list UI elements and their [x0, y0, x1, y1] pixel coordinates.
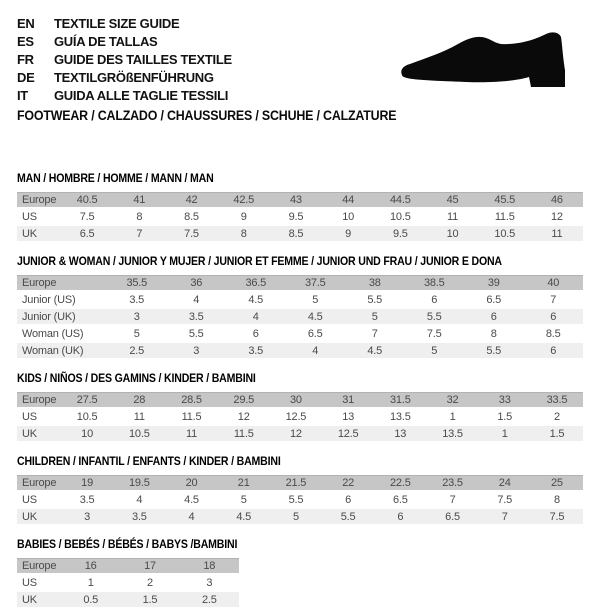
size-cell: 31: [342, 394, 355, 406]
size-table: [17, 192, 583, 241]
size-cell: 13: [394, 427, 407, 440]
size-cell: 5.5: [367, 293, 383, 306]
size-cell: 2: [147, 576, 153, 589]
size-cell: 6.5: [79, 227, 95, 240]
language-code: ES: [17, 33, 34, 49]
size-cell: 2.5: [201, 593, 217, 606]
size-cell: 5: [312, 293, 319, 306]
size-cell: 8: [240, 227, 247, 240]
row-label: Europe: [22, 194, 57, 206]
size-cell: 6.5: [307, 327, 323, 340]
size-cell: 42.5: [233, 194, 255, 206]
size-table: [17, 475, 583, 524]
size-cell: 3: [193, 344, 200, 357]
size-cell: 29.5: [233, 394, 255, 406]
size-cell: 33: [498, 394, 511, 406]
size-cell: 46: [551, 194, 563, 206]
size-cell: 7.5: [549, 510, 565, 523]
size-table: [17, 275, 583, 358]
row-label: US: [22, 493, 37, 506]
size-cell: 3.5: [79, 493, 95, 506]
size-cell: 3.5: [188, 310, 204, 323]
size-cell: 4.5: [307, 310, 323, 323]
language-label: TEXTILGRÖßENFÜHRUNG: [54, 69, 214, 85]
size-cell: 43: [289, 194, 302, 206]
size-cell: 6: [550, 310, 557, 323]
size-cell: 8.5: [288, 227, 304, 240]
size-cell: 9: [240, 210, 247, 223]
size-cell: 12: [551, 210, 563, 223]
size-cell: 23.5: [442, 477, 463, 489]
size-cell: 8: [490, 327, 497, 340]
size-cell: 4: [188, 510, 195, 523]
size-cell: 21.5: [285, 477, 307, 489]
size-cell: 13.5: [390, 410, 411, 423]
size-cell: 10.5: [76, 410, 98, 423]
size-cell: 36.5: [245, 277, 267, 289]
size-cell: 28.5: [181, 394, 202, 406]
size-cell: 6.5: [445, 510, 460, 523]
table-row: [17, 426, 583, 441]
size-cell: 37.5: [304, 277, 326, 289]
size-cell: 40: [547, 277, 560, 289]
size-cell: 20: [185, 477, 198, 489]
size-table-section: [17, 171, 583, 241]
size-cell: 1.5: [142, 593, 158, 606]
row-label: Europe: [22, 477, 57, 489]
size-cell: 6: [252, 327, 259, 340]
size-cell: 4.5: [236, 510, 252, 523]
size-cell: 1.5: [549, 427, 565, 440]
size-cell: 4: [252, 310, 259, 323]
size-cell: 6.5: [486, 293, 502, 306]
size-cell: 33.5: [546, 394, 568, 406]
size-cell: 5: [292, 510, 299, 523]
size-cell: 0.5: [83, 593, 99, 606]
size-cell: 4: [136, 493, 143, 506]
size-cell: 11: [447, 210, 459, 223]
size-cell: 31.5: [390, 394, 411, 406]
size-cell: 1: [501, 427, 508, 440]
size-cell: 5: [431, 344, 438, 357]
size-cell: 8.5: [184, 210, 199, 223]
size-cell: 4.5: [184, 493, 199, 506]
size-cell: 44: [342, 194, 355, 206]
table-row: [17, 192, 583, 207]
size-cell: 3.5: [248, 344, 264, 357]
size-cell: 5.5: [340, 510, 356, 523]
size-cell: 5.5: [288, 493, 304, 506]
table-row: [17, 392, 583, 407]
guide-header: [17, 14, 583, 126]
size-cell: 19.5: [129, 477, 150, 489]
size-cell: 40.5: [76, 194, 98, 206]
size-cell: 4: [193, 293, 200, 306]
table-row: [17, 343, 583, 358]
size-cell: 10.5: [390, 210, 411, 223]
row-label: Europe: [22, 394, 57, 406]
size-cell: 11.5: [233, 427, 254, 440]
size-cell: 1: [87, 576, 94, 589]
table-row: [17, 226, 583, 241]
row-label: UK: [22, 593, 37, 606]
size-cell: 4: [312, 344, 319, 357]
size-cell: 21: [237, 477, 250, 489]
size-cell: 35.5: [126, 277, 148, 289]
size-cell: 3: [206, 576, 213, 589]
size-cell: 10.5: [129, 427, 150, 440]
size-cell: 5: [371, 310, 378, 323]
size-cell: 39: [487, 277, 500, 289]
size-cell: 2: [553, 410, 560, 423]
size-cell: 5: [133, 327, 140, 340]
size-cell: 12.5: [285, 410, 307, 423]
size-cell: 28: [133, 394, 146, 406]
dress-shoe-icon: [396, 30, 576, 96]
size-cell: 12.5: [337, 427, 359, 440]
table-row: [17, 558, 239, 573]
size-cell: 5: [240, 493, 247, 506]
size-cell: 27.5: [76, 394, 98, 406]
language-code: FR: [17, 51, 34, 67]
size-cell: 25: [551, 477, 563, 489]
size-cell: 24: [498, 477, 511, 489]
row-label: Junior (UK): [22, 310, 76, 323]
row-label: US: [22, 576, 37, 589]
size-cell: 8: [136, 210, 143, 223]
size-cell: 18: [203, 560, 216, 572]
size-cell: 9.5: [392, 227, 408, 240]
size-cell: 13: [342, 410, 355, 423]
size-cell: 13.5: [442, 427, 463, 440]
size-cell: 12: [237, 410, 250, 423]
size-table-section: [17, 537, 583, 607]
row-label: Europe: [22, 560, 57, 572]
size-cell: 9.5: [288, 210, 304, 223]
size-cell: 11: [185, 427, 198, 440]
language-label: GUÍA DE TALLAS: [54, 33, 158, 49]
size-cell: 4.5: [367, 344, 383, 357]
size-cell: 8: [553, 493, 560, 506]
size-cell: 6: [345, 493, 352, 506]
size-cell: 2.5: [129, 344, 145, 357]
table-row: [17, 275, 583, 290]
size-cell: 19: [81, 477, 94, 489]
size-cell: 7: [449, 493, 456, 506]
language-code: IT: [17, 87, 28, 103]
table-row: [17, 309, 583, 324]
size-cell: 6: [550, 344, 557, 357]
size-cell: 10: [342, 210, 355, 223]
size-cell: 10: [446, 227, 459, 240]
size-cell: 7.5: [497, 493, 513, 506]
size-cell: 7.5: [426, 327, 442, 340]
size-cell: 7: [550, 293, 557, 306]
size-cell: 22: [342, 477, 355, 489]
size-table-section: [17, 371, 583, 441]
size-cell: 6: [431, 293, 438, 306]
size-cell: 5.5: [188, 327, 204, 340]
language-code: DE: [17, 69, 35, 85]
row-label: UK: [22, 427, 37, 440]
category-title: FOOTWEAR / CALZADO / CHAUSSURES / SCHUHE / CALZATURE: [17, 108, 397, 123]
size-cell: 44.5: [390, 194, 411, 206]
row-label: Junior (US): [22, 293, 76, 306]
size-cell: 41: [133, 194, 146, 206]
size-cell: 10.5: [494, 227, 516, 240]
table-row: [17, 475, 583, 490]
table-title: MAN / HOMBRE / HOMME / MANN / MAN: [17, 171, 214, 185]
language-label: TEXTILE SIZE GUIDE: [54, 15, 180, 31]
size-cell: 32: [446, 394, 459, 406]
size-cell: 11: [551, 227, 563, 240]
table-row: [17, 509, 583, 524]
size-cell: 7.5: [184, 227, 199, 240]
row-label: Europe: [22, 277, 57, 289]
language-code: EN: [17, 15, 35, 31]
row-label: US: [22, 410, 37, 423]
size-cell: 36: [190, 277, 203, 289]
size-cell: 6: [397, 510, 404, 523]
size-cell: 3.5: [129, 293, 145, 306]
table-row: [17, 326, 583, 341]
table-title: JUNIOR & WOMAN / JUNIOR Y MUJER / JUNIOR ET FEMME / JUNIOR UND FRAU / JUNIOR E DONA: [17, 254, 502, 268]
size-cell: 30: [289, 394, 302, 406]
row-label: US: [22, 210, 37, 223]
table-row: [17, 575, 239, 590]
size-cell: 3: [133, 310, 140, 323]
size-cell: 17: [144, 560, 156, 572]
table-title: KIDS / NIÑOS / DES GAMINS / KINDER / BAMBINI: [17, 371, 256, 385]
size-cell: 9: [345, 227, 352, 240]
row-label: Woman (UK): [22, 344, 84, 357]
size-cell: 5.5: [486, 344, 502, 357]
size-cell: 6: [490, 310, 497, 323]
size-cell: 1: [449, 410, 456, 423]
row-label: UK: [22, 227, 37, 240]
size-cell: 7.5: [79, 210, 95, 223]
size-cell: 3.5: [131, 510, 147, 523]
table-row: [17, 292, 583, 307]
size-cell: 1.5: [497, 410, 513, 423]
size-cell: 22.5: [390, 477, 411, 489]
size-cell: 16: [84, 560, 97, 572]
size-cell: 38: [368, 277, 381, 289]
size-tables: [17, 171, 583, 607]
language-label: GUIDA ALLE TAGLIE TESSILI: [54, 87, 229, 103]
size-cell: 11.5: [494, 210, 515, 223]
size-cell: 45.5: [494, 194, 516, 206]
table-title: BABIES / BEBÉS / BÉBÉS / BABYS /BAMBINI: [17, 537, 238, 551]
size-cell: 45: [446, 194, 459, 206]
size-cell: 38.5: [423, 277, 445, 289]
size-cell: 8.5: [545, 327, 561, 340]
size-cell: 7: [501, 510, 508, 523]
table-title: CHILDREN / INFANTIL / ENFANTS / KINDER / BAMBINI: [17, 454, 281, 468]
size-cell: 7: [371, 327, 378, 340]
row-label: Woman (US): [22, 327, 84, 340]
size-table-section: [17, 254, 583, 358]
size-cell: 3: [84, 510, 91, 523]
size-cell: 4.5: [248, 293, 264, 306]
size-table: [17, 392, 583, 441]
size-table-section: [17, 454, 583, 524]
row-label: UK: [22, 510, 37, 523]
table-row: [17, 209, 583, 224]
size-cell: 5.5: [426, 310, 442, 323]
size-cell: 42: [185, 194, 198, 206]
size-cell: 12: [289, 427, 302, 440]
size-cell: 7: [136, 227, 143, 240]
table-row: [17, 409, 583, 424]
size-cell: 6.5: [392, 493, 408, 506]
size-cell: 11.5: [181, 410, 202, 423]
size-cell: 11: [133, 410, 145, 423]
size-cell: 10: [81, 427, 94, 440]
table-row: [17, 492, 583, 507]
language-label: GUIDE DES TAILLES TEXTILE: [54, 51, 232, 67]
